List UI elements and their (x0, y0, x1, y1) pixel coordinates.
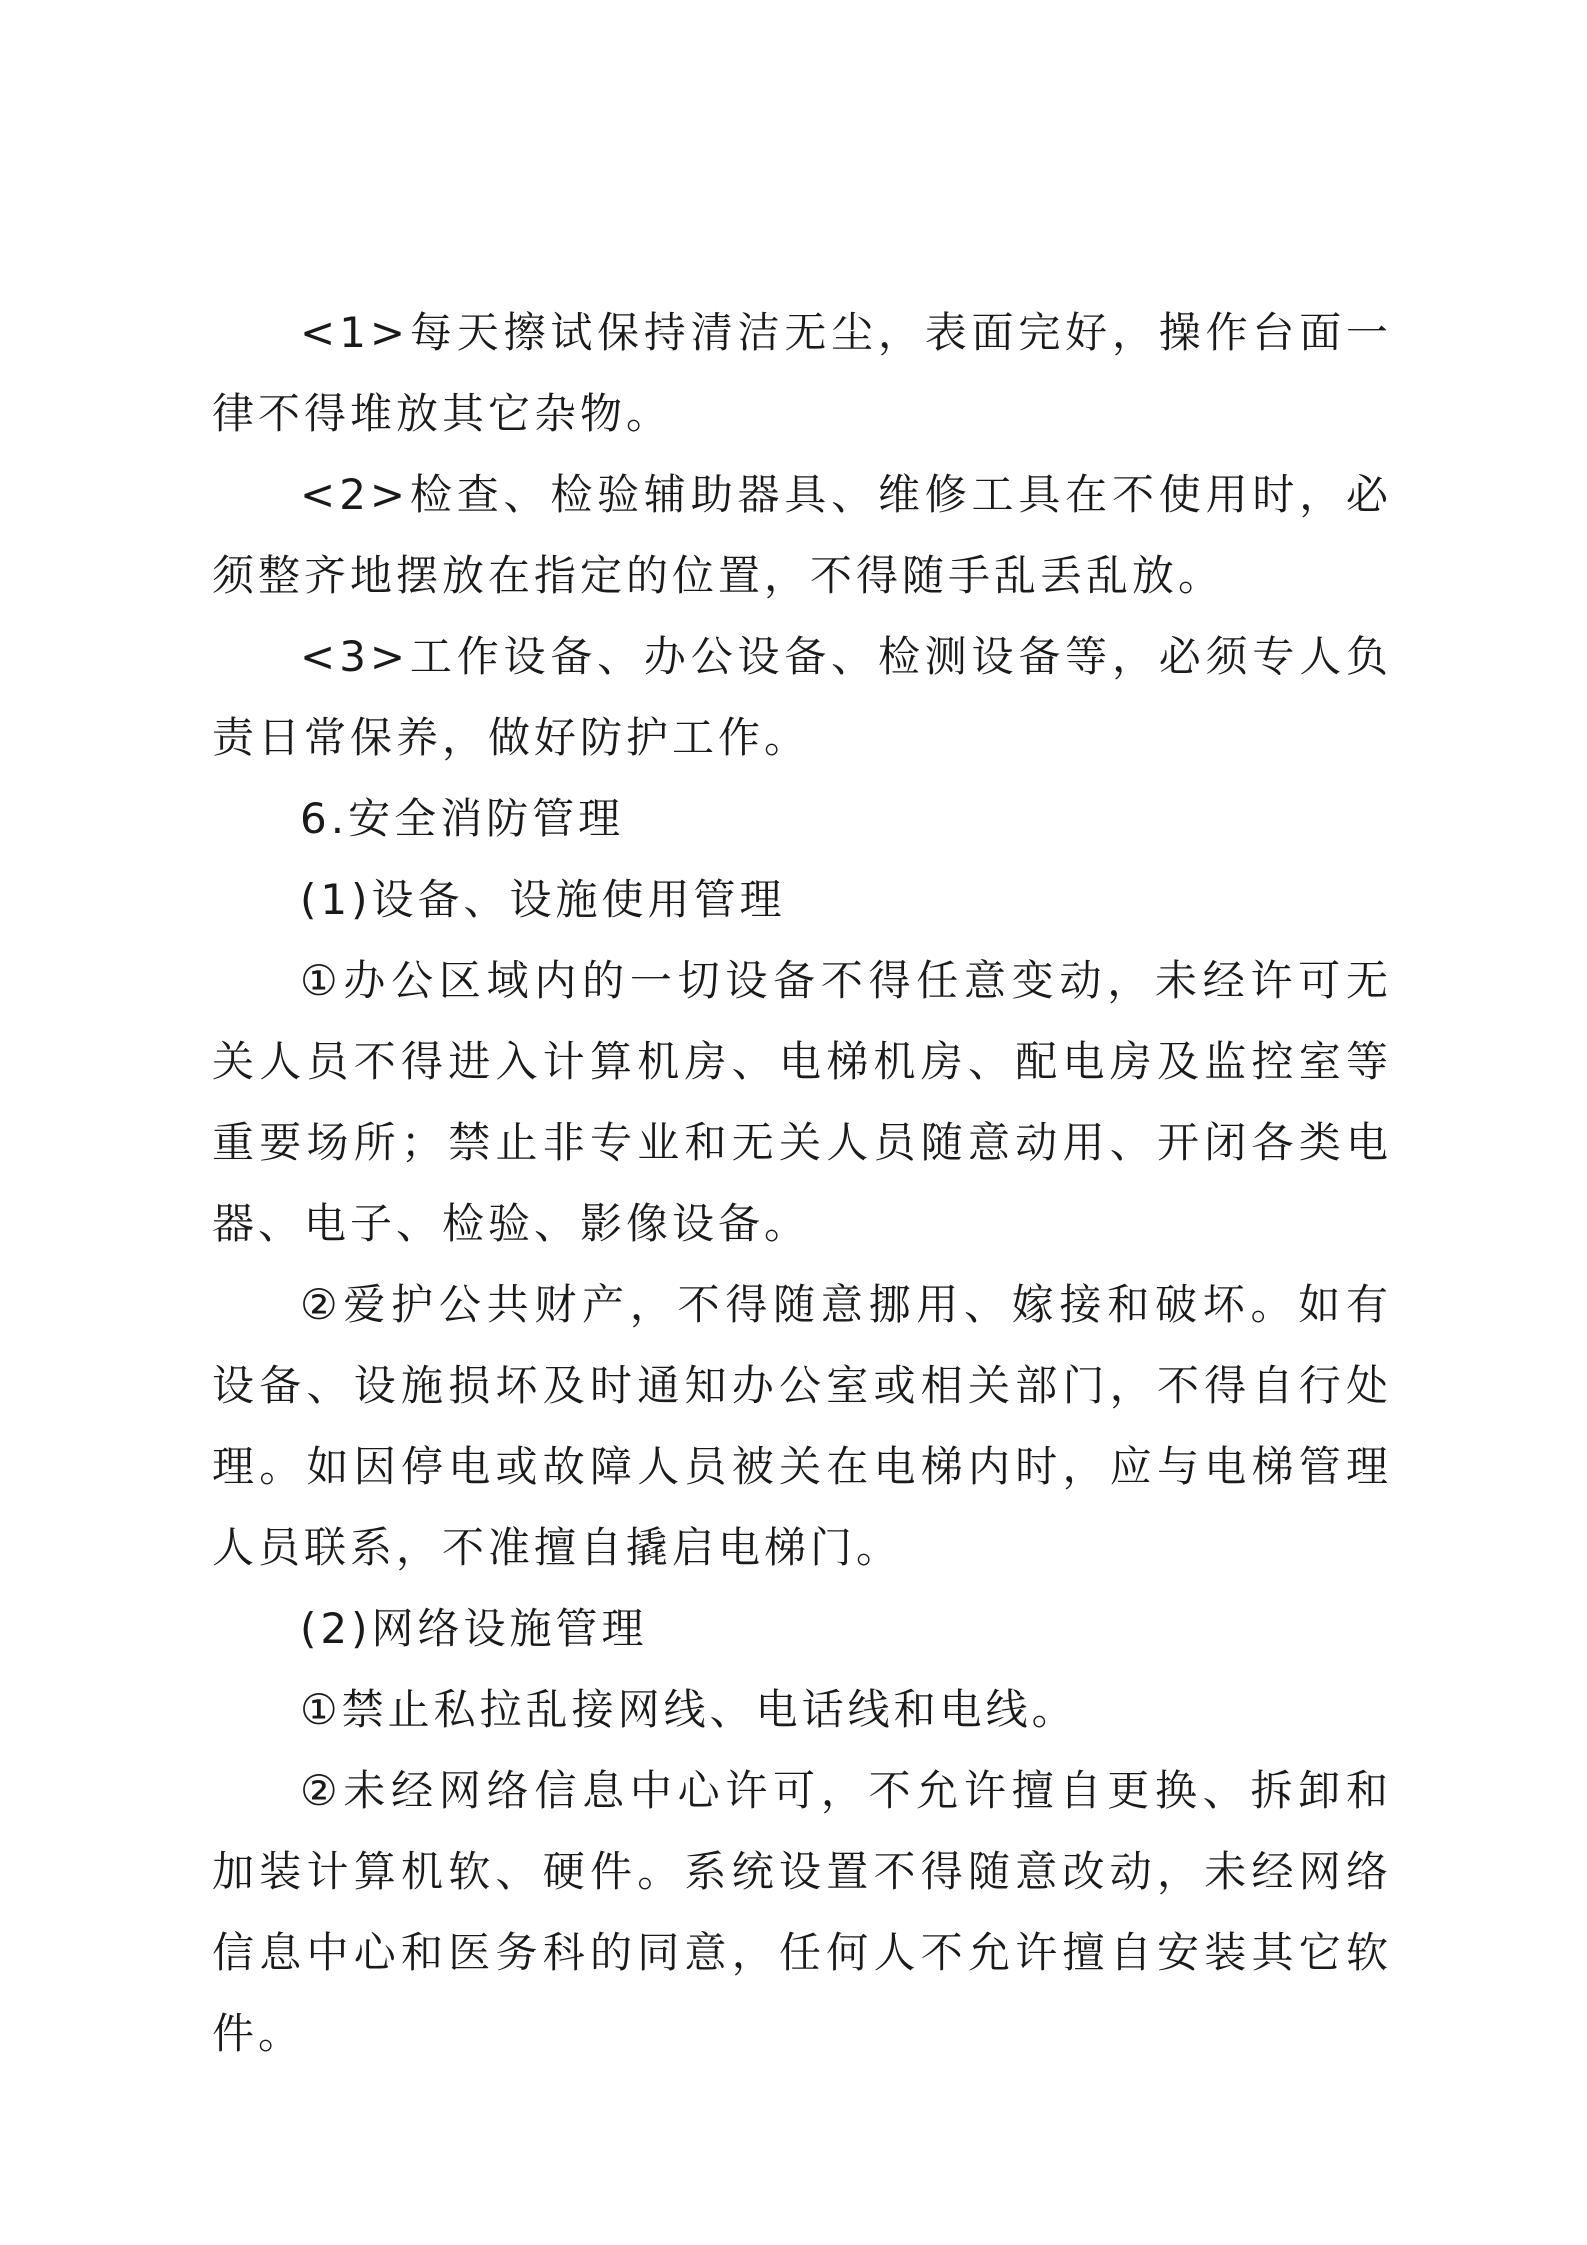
paragraph-item-circled-1: ①办公区域内的一切设备不得任意变动，未经许可无关人员不得进入计算机房、电梯机房、配电房及监控室等重要场所；禁止非专业和无关人员随意动用、开闭各类电器、电子、检验、影像设备。 (212, 956, 1392, 1248)
document-body (212, 292, 1392, 2074)
section-heading-fire-safety: 6.安全消防管理 (300, 794, 625, 843)
paragraph-item-1: <1>每天擦试保持清洁无尘，表面完好，操作台面一律不得堆放其它杂物。 (212, 308, 1392, 438)
paragraph-item-2: <2>检查、检验辅助器具、维修工具在不使用时，必须整齐地摆放在指定的位置，不得随手乱丢乱放。 (212, 470, 1392, 600)
paragraph-network-2: ②未经网络信息中心许可，不允许擅自更换、拆卸和加装计算机软、硬件。系统设置不得随意改动，未经网络信息中心和医务科的同意，任何人不允许擅自安装其它软件。 (212, 1766, 1392, 2058)
paragraph-item-circled-2: ②爱护公共财产，不得随意挪用、嫁接和破坏。如有设备、设施损坏及时通知办公室或相关部门，不得自行处理。如因停电或故障人员被关在电梯内时，应与电梯管理人员联系，不准擅自撬启电梯门。 (212, 1280, 1392, 1572)
subsection-heading-equipment: (1)设备、设施使用管理 (300, 875, 786, 924)
paragraph-network-1: ①禁止私拉乱接网线、电话线和电线。 (300, 1685, 1078, 1734)
paragraph-item-3: <3>工作设备、办公设备、检测设备等，必须专人负责日常保养，做好防护工作。 (212, 632, 1392, 762)
subsection-heading-network: (2)网络设施管理 (300, 1604, 648, 1653)
